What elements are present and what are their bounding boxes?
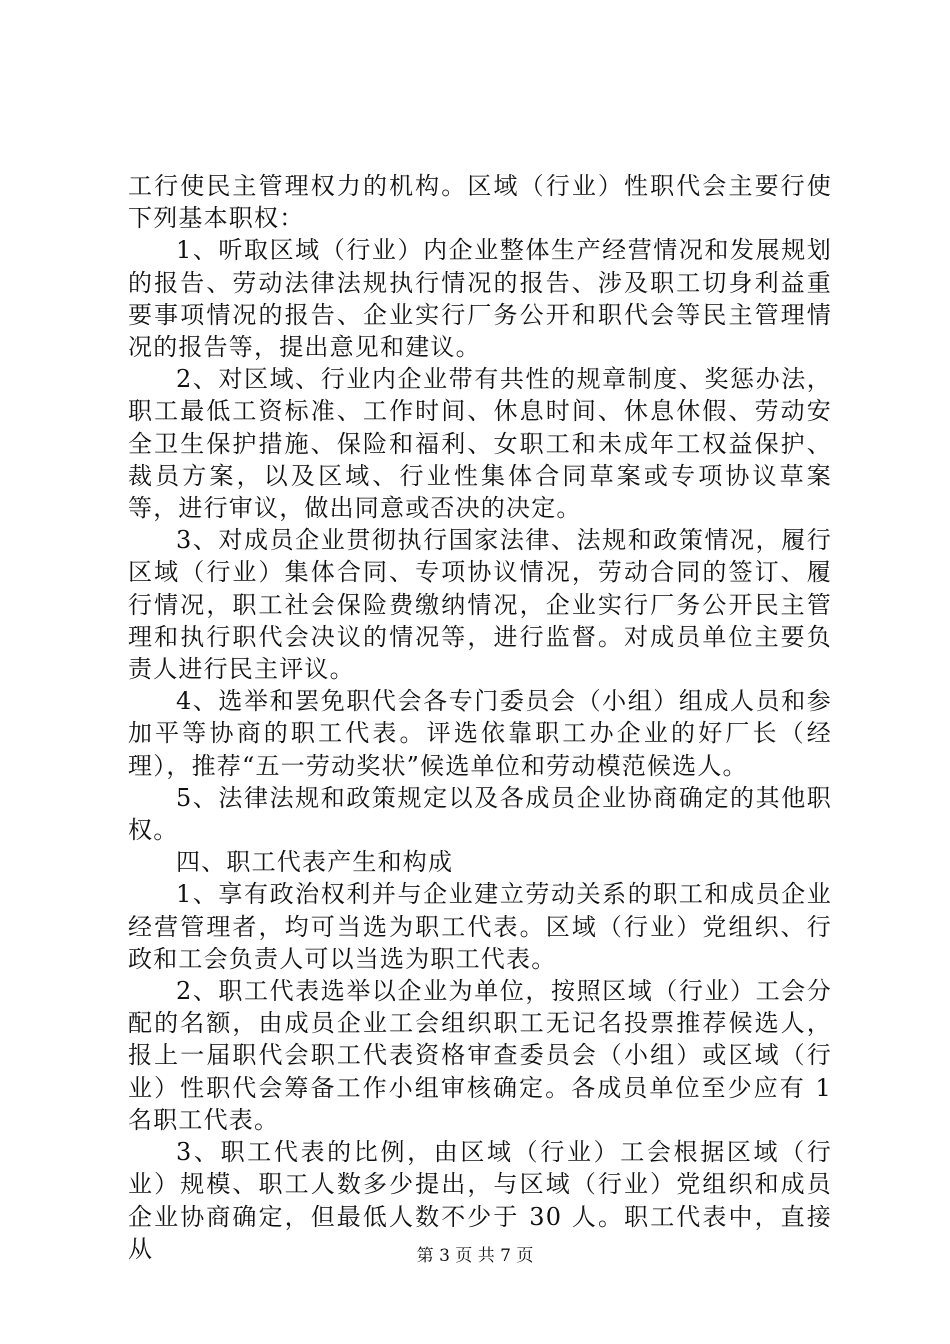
paragraph: 3、职工代表的比例，由区域（行业）工会根据区域（行业）规模、职工人数多少提出，与区域（行业）党组织和成员企业协商确定，但最低人数不少于 30 人。职工代表中，直接从 bbox=[128, 1138, 832, 1263]
paragraph: 2、职工代表选举以企业为单位，按照区域（行业）工会分配的名额，由成员企业工会组织职工无记名投票推荐候选人，报上一届职代会职工代表资格审查委员会（小组）或区域（行业）性职代会筹备工作小组审核确定。各成员单位至少应有 1 名职工代表。 bbox=[128, 977, 832, 1134]
section-heading: 四、职工代表产生和构成 bbox=[176, 848, 454, 877]
paragraph: 工行使民主管理权力的机构。区域（行业）性职代会主要行使下列基本职权： bbox=[128, 172, 832, 233]
paragraph: 1、享有政治权利并与企业建立劳动关系的职工和成员企业经营管理者，均可当选为职工代表。区域（行业）党组织、行政和工会负责人可以当选为职工代表。 bbox=[128, 880, 832, 973]
page-number-footer: 第 3 页 共 7 页 bbox=[416, 1246, 534, 1266]
paragraph: 5、法律法规和政策规定以及各成员企业协商确定的其他职权。 bbox=[128, 783, 832, 845]
paragraph: 3、对成员企业贯彻执行国家法律、法规和政策情况，履行区域（行业）集体合同、专项协议情况，劳动合同的签订、履行情况，职工社会保险费缴纳情况，企业实行厂务公开民主管理和执行职代会决议的情况等，进行监督。对成员单位主要负责人进行民主评议。 bbox=[128, 526, 832, 684]
paragraph: 1、听取区域（行业）内企业整体生产经营情况和发展规划的报告、劳动法律法规执行情况的报告、涉及职工切身利益重要事项情况的报告、企业实行厂务公开和职代会等民主管理情况的报告等，提出意见和建议。 bbox=[128, 236, 832, 362]
paragraph: 4、选举和罢免职代会各专门委员会（小组）组成人员和参加平等协商的职工代表。评选依靠职工办企业的好厂长（经理），推荐“五一劳动奖状”候选单位和劳动模范候选人。 bbox=[128, 687, 832, 780]
document-body bbox=[128, 170, 832, 1265]
paragraph: 2、对区域、行业内企业带有共性的规章制度、奖惩办法，职工最低工资标准、工作时间、休息时间、休息休假、劳动安全卫生保护措施、保险和福利、女职工和未成年工权益保护、裁员方案，以及区域、行业性集体合同草案或专项协议草案等，进行审议，做出同意或否决的决定。 bbox=[128, 365, 832, 523]
